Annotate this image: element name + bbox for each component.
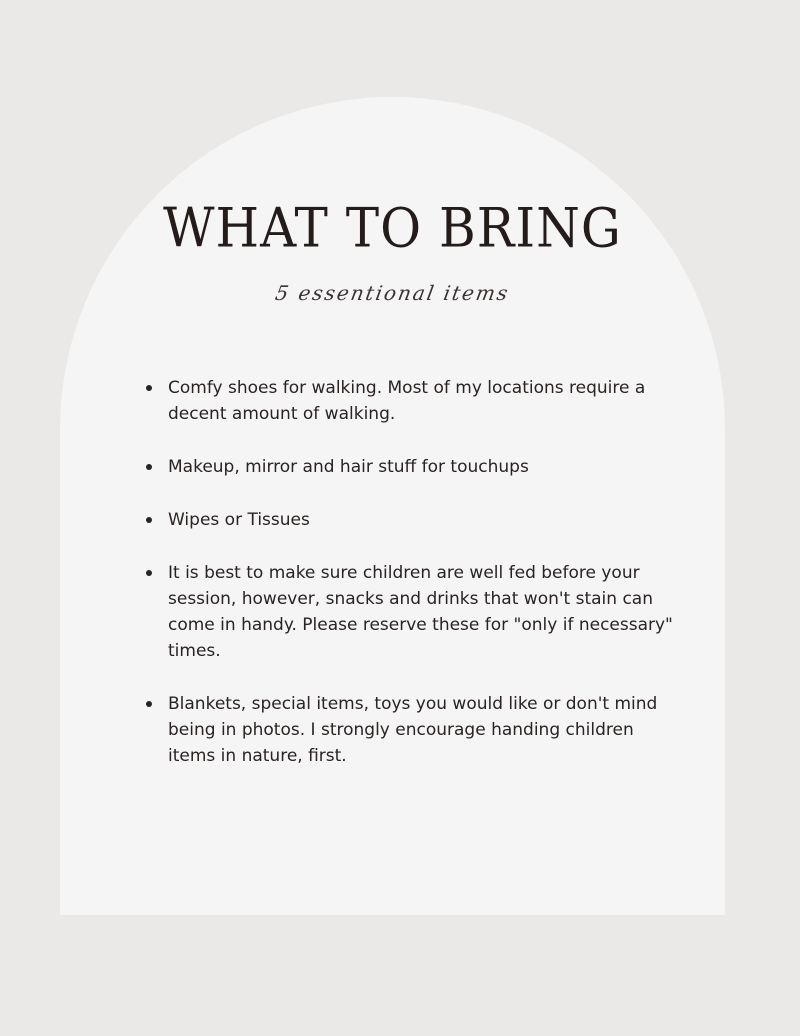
list-item — [146, 560, 686, 664]
bullet-icon — [146, 517, 152, 523]
list-item-text: Makeup, mirror and hair stuff for touchups — [168, 457, 529, 477]
page-title: WHAT TO BRING — [163, 196, 622, 260]
list-item — [146, 454, 686, 480]
items-list — [146, 375, 686, 796]
bullet-icon — [146, 570, 152, 576]
list-item-text: It is best to make sure children are well fed before your session, however, snacks and drinks that won't stain can come in handy. Please reserve these for "only if necessary" times. — [168, 563, 673, 661]
bullet-icon — [146, 385, 152, 391]
list-item — [146, 507, 686, 533]
list-item — [146, 691, 686, 769]
list-item-text: Wipes or Tissues — [168, 510, 310, 530]
list-item — [146, 375, 686, 427]
list-item-text: Comfy shoes for walking. Most of my locations require a decent amount of walking. — [168, 378, 646, 424]
list-item-text: Blankets, special items, toys you would like or don't mind being in photos. I strongly encourage handing children items in nature, first. — [168, 694, 658, 766]
bullet-icon — [146, 464, 152, 470]
page-subtitle: 5 essentional items — [273, 281, 512, 305]
bullet-icon — [146, 701, 152, 707]
